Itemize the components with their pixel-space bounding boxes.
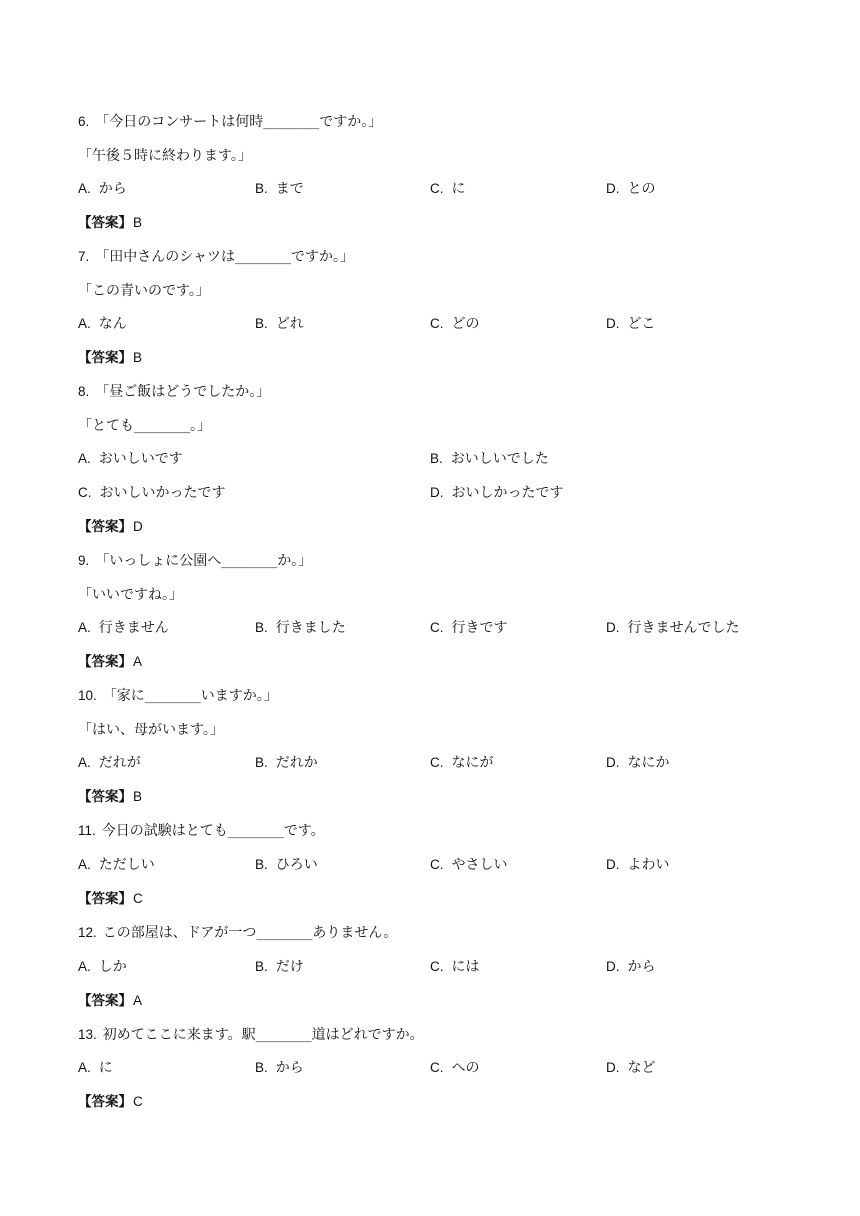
- option-b: [255, 615, 346, 641]
- answer-label: 【答案】: [78, 789, 132, 805]
- option-d: [606, 1055, 656, 1081]
- option-text: やさしい: [451, 857, 508, 873]
- answer-value: B: [133, 215, 143, 230]
- question-text: 「家に________いますか。」: [102, 688, 278, 704]
- answer-line: [78, 514, 143, 540]
- option-letter: D.: [606, 316, 620, 331]
- question-6-stem: [78, 109, 382, 135]
- option-c: [430, 615, 508, 641]
- question-text: 「田中さんのシャツは________ですか。」: [95, 249, 354, 265]
- question-number: 7.: [78, 249, 90, 264]
- answer-value: C: [133, 891, 143, 906]
- option-text: なにか: [627, 755, 670, 771]
- option-a: [78, 1055, 113, 1081]
- option-text: には: [451, 959, 480, 975]
- option-text: どこ: [627, 316, 656, 332]
- option-b: [430, 446, 549, 472]
- option-text: なにが: [451, 755, 494, 771]
- option-a: [78, 852, 155, 878]
- question-number: 8.: [78, 384, 90, 399]
- answer-value: A: [133, 993, 143, 1008]
- answer-label: 【答案】: [78, 215, 132, 231]
- reply-text: 「この青いのです。」: [78, 283, 210, 299]
- option-letter: B.: [255, 181, 268, 196]
- question-text: 初めてここに来ます。駅________道はどれですか。: [102, 1027, 424, 1043]
- reply-text: 「とても________。」: [78, 418, 211, 434]
- option-d: [430, 480, 564, 506]
- option-text: への: [451, 1060, 480, 1076]
- answer-line: [78, 1089, 143, 1115]
- option-letter: D.: [606, 959, 620, 974]
- question-number: 12.: [78, 925, 97, 940]
- question-8-stem: [78, 379, 270, 405]
- option-c: [430, 311, 480, 337]
- option-c: [78, 480, 226, 506]
- option-text: まで: [275, 181, 304, 197]
- option-d: [606, 954, 656, 980]
- option-text: だれが: [98, 755, 141, 771]
- question-number: 13.: [78, 1027, 97, 1042]
- option-b: [255, 750, 318, 776]
- option-c: [430, 176, 466, 202]
- option-text: おいしいかったです: [99, 485, 226, 501]
- question-8-reply: [78, 413, 211, 439]
- question-text: この部屋は、ドアが一つ________ありません。: [102, 925, 398, 941]
- option-text: 行きませんでした: [627, 620, 740, 636]
- option-letter: A.: [78, 959, 91, 974]
- option-letter: B.: [255, 755, 268, 770]
- option-letter: D.: [606, 1060, 620, 1075]
- option-d: [606, 852, 670, 878]
- option-letter: D.: [606, 755, 620, 770]
- answer-line: [78, 988, 142, 1014]
- option-text: しか: [98, 959, 127, 975]
- answer-value: D: [133, 519, 143, 534]
- option-b: [255, 852, 318, 878]
- option-letter: A.: [78, 857, 91, 872]
- option-text: から: [98, 181, 127, 197]
- question-text: 「いっしょに公園へ________か。」: [95, 553, 313, 569]
- option-letter: C.: [430, 857, 444, 872]
- answer-line: [78, 210, 142, 236]
- reply-text: 「いいですね。」: [78, 587, 183, 603]
- question-text: 「今日のコンサートは何時________ですか。」: [95, 114, 383, 130]
- option-text: だれか: [275, 755, 318, 771]
- option-letter: B.: [255, 316, 268, 331]
- option-c: [430, 750, 494, 776]
- option-letter: A.: [78, 755, 91, 770]
- option-d: [606, 176, 656, 202]
- answer-value: C: [133, 1094, 143, 1109]
- question-7-reply: [78, 278, 210, 304]
- option-letter: B.: [255, 959, 268, 974]
- reply-text: 「はい、母がいます。」: [78, 722, 224, 738]
- option-text: よわい: [627, 857, 670, 873]
- answer-line: [78, 345, 142, 371]
- answer-label: 【答案】: [78, 350, 132, 366]
- option-letter: B.: [255, 857, 268, 872]
- question-number: 10.: [78, 688, 97, 703]
- answer-label: 【答案】: [78, 993, 132, 1009]
- option-text: との: [627, 181, 656, 197]
- question-9-stem: [78, 548, 312, 574]
- option-c: [430, 1055, 480, 1081]
- option-a: [78, 750, 141, 776]
- answer-value: B: [133, 789, 143, 804]
- option-text: どの: [451, 316, 480, 332]
- question-11-stem: [78, 818, 325, 844]
- option-d: [606, 311, 656, 337]
- option-letter: B.: [255, 1060, 268, 1075]
- option-d: [606, 750, 670, 776]
- answer-line: [78, 649, 142, 675]
- option-a: [78, 446, 183, 472]
- answer-value: A: [133, 654, 143, 669]
- answer-label: 【答案】: [78, 654, 132, 670]
- answer-line: [78, 784, 142, 810]
- option-letter: C.: [78, 485, 92, 500]
- option-letter: C.: [430, 959, 444, 974]
- reply-text: 「午後５時に終わります。」: [78, 148, 252, 164]
- question-number: 9.: [78, 553, 90, 568]
- option-text: に: [451, 181, 466, 197]
- option-text: に: [98, 1060, 113, 1076]
- option-letter: C.: [430, 181, 444, 196]
- option-letter: B.: [430, 451, 443, 466]
- option-letter: C.: [430, 755, 444, 770]
- option-text: おいしかったです: [451, 485, 564, 501]
- option-letter: D.: [606, 857, 620, 872]
- option-letter: D.: [606, 620, 620, 635]
- option-a: [78, 615, 169, 641]
- option-letter: A.: [78, 316, 91, 331]
- question-6-reply: [78, 143, 252, 169]
- option-text: ひろい: [275, 857, 318, 873]
- option-b: [255, 176, 304, 202]
- option-text: おいしいでした: [450, 451, 549, 467]
- option-c: [430, 852, 508, 878]
- question-text: 「昼ご飯はどうでしたか。」: [95, 384, 271, 400]
- option-text: おいしいです: [98, 451, 183, 467]
- option-b: [255, 311, 304, 337]
- question-10-reply: [78, 717, 224, 743]
- option-letter: B.: [255, 620, 268, 635]
- question-text: 今日の試験はとても________です。: [101, 823, 325, 839]
- option-letter: C.: [430, 1060, 444, 1075]
- option-letter: A.: [78, 1060, 91, 1075]
- option-letter: A.: [78, 181, 91, 196]
- option-text: 行きです: [451, 620, 508, 636]
- answer-line: [78, 886, 143, 912]
- answer-value: B: [133, 350, 143, 365]
- option-d: [606, 615, 740, 641]
- answer-label: 【答案】: [78, 1094, 132, 1110]
- option-text: から: [627, 959, 656, 975]
- option-a: [78, 954, 127, 980]
- option-text: など: [627, 1060, 656, 1076]
- question-number: 11.: [78, 823, 96, 838]
- option-text: どれ: [275, 316, 304, 332]
- question-9-reply: [78, 582, 183, 608]
- question-7-stem: [78, 244, 354, 270]
- option-text: なん: [98, 316, 127, 332]
- option-text: 行きました: [275, 620, 346, 636]
- answer-label: 【答案】: [78, 891, 132, 907]
- question-number: 6.: [78, 114, 90, 129]
- option-b: [255, 1055, 304, 1081]
- option-letter: D.: [606, 181, 620, 196]
- option-a: [78, 176, 127, 202]
- question-13-stem: [78, 1022, 424, 1048]
- option-letter: D.: [430, 485, 444, 500]
- question-12-stem: [78, 920, 397, 946]
- option-letter: C.: [430, 316, 444, 331]
- option-a: [78, 311, 127, 337]
- option-letter: A.: [78, 451, 91, 466]
- option-b: [255, 954, 304, 980]
- question-10-stem: [78, 683, 278, 709]
- option-text: 行きません: [98, 620, 169, 636]
- option-text: ただしい: [98, 857, 155, 873]
- option-letter: C.: [430, 620, 444, 635]
- option-text: から: [275, 1060, 304, 1076]
- option-c: [430, 954, 480, 980]
- option-letter: A.: [78, 620, 91, 635]
- answer-label: 【答案】: [78, 519, 132, 535]
- option-text: だけ: [275, 959, 304, 975]
